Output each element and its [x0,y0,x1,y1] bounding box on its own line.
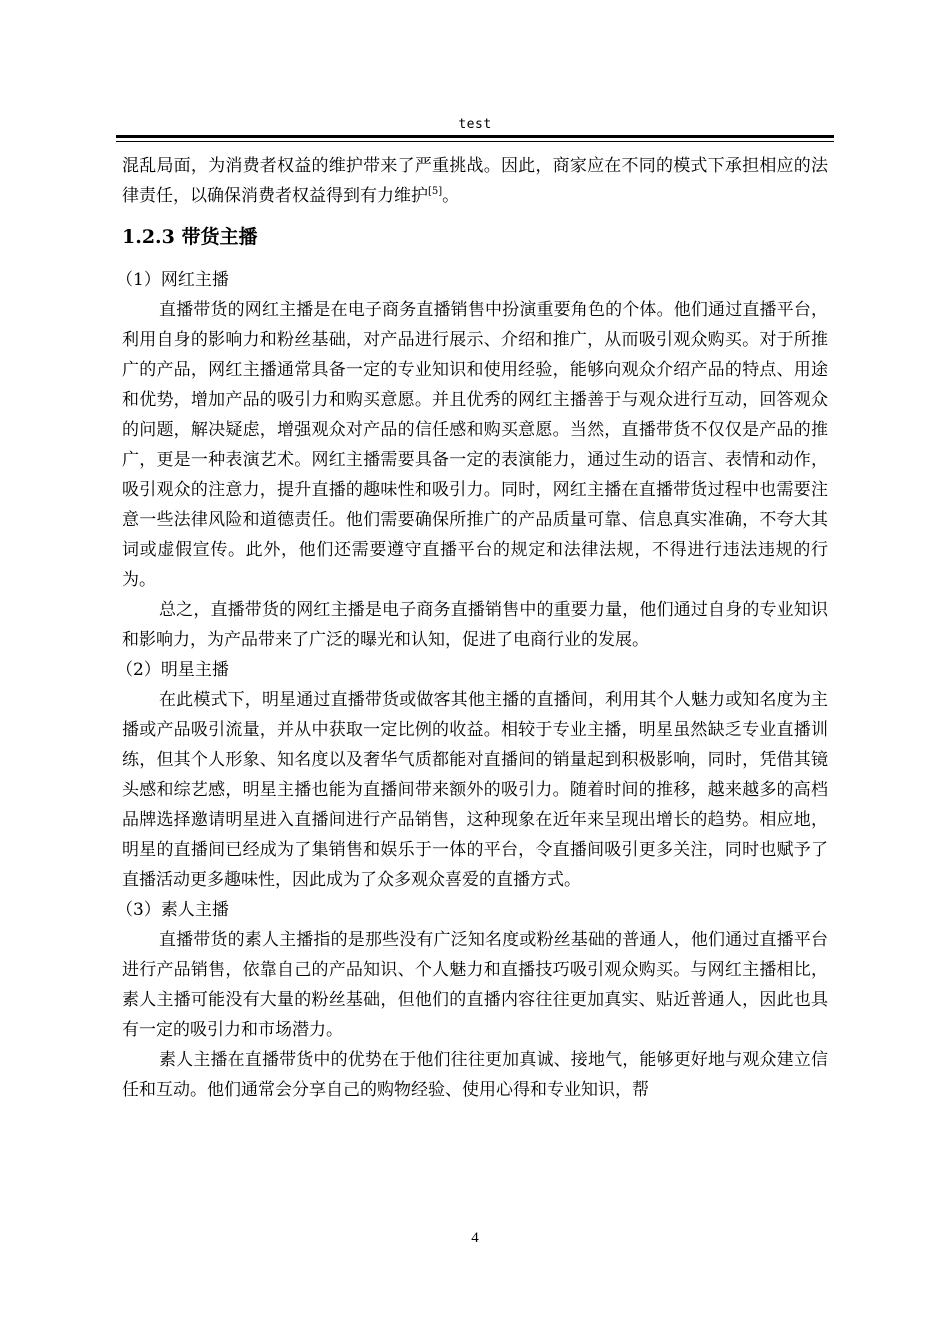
page-body [116,151,828,1105]
amateur-paragraph-2: 素人主播在直播带货中的优势在于他们往往更加真诚、接地气，能够更好地与观众建立信任和互动。他们通常会分享自己的购物经验、使用心得和专业知识，帮 [122,1050,828,1100]
header-rule-thick [116,135,834,138]
page-number: 4 [471,1230,479,1246]
celebrity-paragraph-1: 在此模式下，明星通过直播带货或做客其他主播的直播间，利用其个人魅力或知名度为主播或产品吸引流量，并从中获取一定比例的收益。相较于专业主播，明星虽然缺乏专业直播训练，但其个人形象、知名度以及奢华气质都能对直播间的销量起到积极影响，同时，凭借其镜头感和综艺感，明星主播也能为直播间带来额外的吸引力。随着时间的推移，越来越多的高档品牌选择邀请明星进入直播间进行产品销售，这种现象在近年来呈现出增长的趋势。相应地，明星的直播间已经成为了集销售和娱乐于一体的平台，令直播间吸引更多关注，同时也赋予了直播活动更多趣味性，因此成为了众多观众喜爱的直播方式。 [122,690,828,890]
amateur-paragraph-1: 直播带货的素人主播指的是那些没有广泛知名度或粉丝基础的普通人，他们通过直播平台进行产品销售，依靠自己的产品知识、个人魅力和直播技巧吸引观众购买。与网红主播相比，素人主播可能没有大量的粉丝基础，但他们的直播内容往往更加真实、贴近普通人，因此也具有一定的吸引力和市场潜力。 [122,930,828,1040]
intro-paragraph [122,151,828,211]
intro-paragraph-text: 混乱局面，为消费者权益的维护带来了严重挑战。因此，商家应在不同的模式下承担相应的法律责任，以确保消费者权益得到有力维护 [122,156,828,206]
internet-celebrity-paragraph-2: 总之，直播带货的网红主播是电子商务直播销售中的重要力量，他们通过自身的专业知识和影响力，为产品带来了广泛的曝光和认知，促进了电商行业的发展。 [122,600,828,650]
subsection-label-celebrity: （2）明星主播 [116,660,229,680]
running-header: test [458,117,492,132]
internet-celebrity-paragraph-1: 直播带货的网红主播是在电子商务直播销售中扮演重要角色的个体。他们通过直播平台，利用自身的影响力和粉丝基础，对产品进行展示、介绍和推广，从而吸引观众购买。对于所推广的产品，网红主播通常具备一定的专业知识和使用经验，能够向观众介绍产品的特点、用途和优势，增加产品的吸引力和购买意愿。并且优秀的网红主播善于与观众进行互动，回答观众的问题，解决疑虑，增强观众对产品的信任感和购买意愿。当然，直播带货不仅仅是产品的推广，更是一种表演艺术。网红主播需要具备一定的表演能力，通过生动的语言、表情和动作，吸引观众的注意力，提升直播的趣味性和吸引力。同时，网红主播在直播带货过程中也需要注意一些法律风险和道德责任。他们需要确保所推广的产品质量可靠、信息真实准确，不夸大其词或虚假宣传。此外，他们还需要遵守直播平台的规定和法律法规，不得进行违法违规的行为。 [122,300,828,590]
subsection-label-internet-celebrity: （1）网红主播 [116,270,229,290]
subsection-label-amateur: （3）素人主播 [116,900,229,920]
section-heading: 1.2.3 带货主播 [122,226,258,248]
citation-reference[interactable]: [5] [428,186,443,197]
header-rule-thin [116,141,834,142]
intro-paragraph-tail: 。 [442,186,460,206]
